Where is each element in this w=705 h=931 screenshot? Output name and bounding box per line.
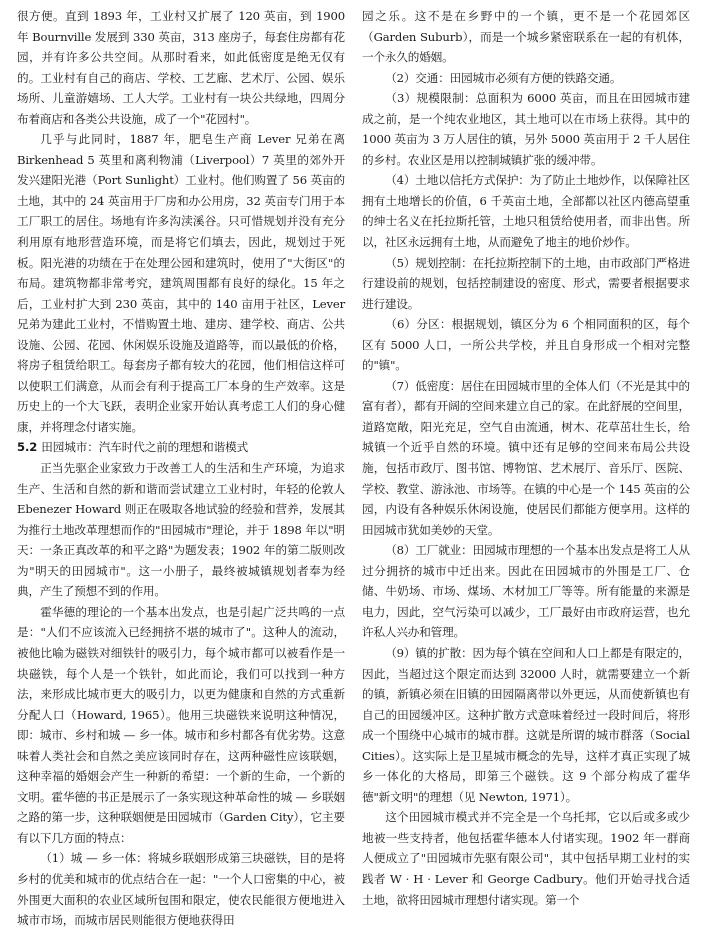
section-heading <box>17 437 345 458</box>
right-column <box>362 6 690 916</box>
paragraph: 很方便。直到 1893 年，工业村又扩展了 120 英亩，到 1900 年 Bournville 发展到 330 英亩，313 座房子，每套住房都有花园，并有许多公共空间。从那时看来，如此低密度是绝无仅有的。工业村有自己的商店、学校、工艺廊、艺术厅、公园、娱乐场所、儿童游嬉场、工人大学。工业村有一块公共绿地，四周分布着商店和各类公共设施，成了一个"花园村"。 <box>17 9 345 126</box>
paragraph: 霍华德的理论的一个基本出发点，也是引起广泛共鸣的一点是："人们不应该流入已经拥挤不堪的城市了"。这种人的流动，被他比喻为磁铁对细铁针的吸引力，每个城市都可以被看作是一块磁铁，每个人是一个铁针，如此而论，我们可以找到一种方法，来形成比城市更大的吸引力，以更为健康和自然的方式重新分配人口（Howard, 1965）。他用三块磁铁来说明这种情况，即：城市、乡村和城 — 乡一体。城市和乡村都各有优劣势。这意味着人类社会和自然之美应该同时存在，这两种磁性应该联姻，这种幸福的婚姻会产生一种新的希望：一个新的生命，一个新的文明。霍华德的书正是展示了一条实现这种革命性的城 — 乡联姻之路的第一步，这种联姻便是田园城市（Garden City），它主要有以下几方面的特点： <box>17 604 345 845</box>
paragraph: 正当先驱企业家致力于改善工人的生活和生产环境，为追求生产、生活和自然的新和谐而尝试建立工业村时，年轻的伦敦人 Ebenezer Howard 则正在吸取各地试验的经验和营养，发展其为推行土地改革理想而作的"田园城市"理论，并于 1898 年以"明天：一条正真改革的和平之路"为题发表；1902 年的第二版则改为"明天的田园城市"。这一小册子，最终被城镇规划者奉为经典，产生了预想不到的作用。 <box>17 461 345 599</box>
paragraph: 这个田园城市模式并不完全是一个乌托邦，它以后或多或少地被一些支持者，他包括霍华德本人付诸实现。1902 年一群商人便成立了"田园城市先驱有限公司"，其中包括早期工业村的实践者 W · H · Lever 和 George Cadbury。他们开始寻找合适土地，欲将田园城市理想付诸实现。第一个 <box>362 810 690 907</box>
paragraph: （1）城 — 乡一体：将城乡联姻形成第三块磁铁，目的是将乡村的优美和城市的优点结合在一起："一个人口密集的中心，被外围更大面积的农业区域所包围和限定，使农民能很方便地进入城市市场，而城市居民则能很方便地获得田 <box>17 851 345 928</box>
left-column <box>17 6 345 928</box>
paragraph: （3）规模限制：总面积为 6000 英亩，而且在田园城市建成之前，是一个纯农业地区，其土地可以在市场上获得。其中的 1000 英亩为 3 万人居住的镇，另外 5000 英亩用于 2 千人居住的乡村。农业区是用以控制城镇扩张的缓冲带。 <box>362 91 690 167</box>
paragraph: （5）规划控制：在托拉斯控制下的土地，由市政部门严格进行建设前的规划，包括控制建设的密度、形式，需要者根据要求进行建设。 <box>362 255 690 311</box>
paragraph: （9）镇的扩散：因为每个镇在空间和人口上都是有限定的，因此，当超过这个限定而达到 32000 人时，就需要建立一个新的镇，新镇必须在旧镇的田园隔离带以外更远，从而使新镇也有自己的田园缓冲区。这种扩散方式意味着经过一段时间后，将形成一个围绕中心城市的城市群。这就是所谓的城市群落（Social Cities）。这实际上是卫星城市概念的先导，这样才真正实现了城乡一体化的大格局，即第三个磁铁。这 9 个部分构成了霍华德"新文明"的理想（见 Newton, 1971）。 <box>362 645 690 804</box>
paragraph: （4）土地以信托方式保护：为了防止土地炒作，以保障社区拥有土地增长的价值，6 千英亩土地，全部都以社区内德高望重的绅士名义在托拉斯托管，土地只租赁给使用者，而非出售。所以，社区永远拥有土地，从而避免了地主的地价炒作。 <box>362 173 690 250</box>
paragraph: （2）交通：田园城市必须有方便的铁路交通。 <box>385 70 622 85</box>
paragraph: 园之乐。这不是在乡野中的一个镇，更不是一个花园郊区（Garden Suburb），而是一个城乡紧密联系在一起的有机体，一个永久的婚姻。 <box>362 9 690 65</box>
section-number: 5.2 <box>17 440 38 455</box>
paragraph: 几乎与此同时，1887 年，肥皂生产商 Lever 兄弟在离 Birkenhead 5 英里和离利物浦（Liverpool）7 英里的郊外开发兴建阳光港（Port Sunlight）工业村。他们购置了 56 英亩的土地，其中的 24 英亩用于厂房和办公用房，32 英亩专门用于本工厂职工的居住。场地有许多沟渎溪谷。只可惜规划并没有充分利用原有地形营造环境，而是将它们填去，因此，规划过于死板。阳光港的功绩在于在处理公园和建筑时，使用了"大街区"的布局。建筑物都非常考究，建筑周围都有良好的绿化。15 年之后，工业村扩大到 230 英亩，其中的 140 亩用于社区，Lever 兄弟为建此工业村，不惜购置土地、建房、建学校、商店、公共设施、公园、花园、休闲娱乐设施及道路等，而以最低的价格，将房子租赁给职工。每套房子都有较大的花园，他们相信这样可以使职工们满意，从而会有利于提高工厂本身的生产效率。这是历史上的一个大飞跃，表明企业家开始认真考虑工人们的身心健康，并将理念付诸实施。 <box>17 132 345 434</box>
section-title: 田园城市：汽车时代之前的理想和谐模式 <box>41 440 249 455</box>
paragraph: （7）低密度：居住在田园城市里的全体人们（不光是其中的富有者），都有开阔的空间来建立自己的家。在此舒展的空间里，道路宽敞，阳光充足，空气自由流通，树木、花草茁壮生长，给城镇一个近乎自然的环境。镇中还有足够的空间来布局公共设施，包括市政厅、图书馆、博物馆、艺术展厅、音乐厅、医院、学校、教堂、游泳池、市场等。在镇的中心是一个 145 英亩的公园，内设有各种娱乐休闲设施，使居民们都能方便享用。这样的田园城市犹如美妙的天堂。 <box>362 378 690 537</box>
paragraph: （8）工厂就业：田园城市理想的一个基本出发点是将工人从过分拥挤的城市中迁出来。因此在田园城市的外围是工厂、仓储、牛奶场、市场、煤场、木材加工厂等等。所有能量的来源是电力，因此，空气污染可以减少，工厂最好由市政府运营，也允许私人兴办和管理。 <box>362 543 690 640</box>
paragraph: （6）分区：根据规划，镇区分为 6 个相同面积的区，每个区有 5000 人口，一所公共学校，并且自身形成一个相对完整的"镇"。 <box>362 317 690 373</box>
